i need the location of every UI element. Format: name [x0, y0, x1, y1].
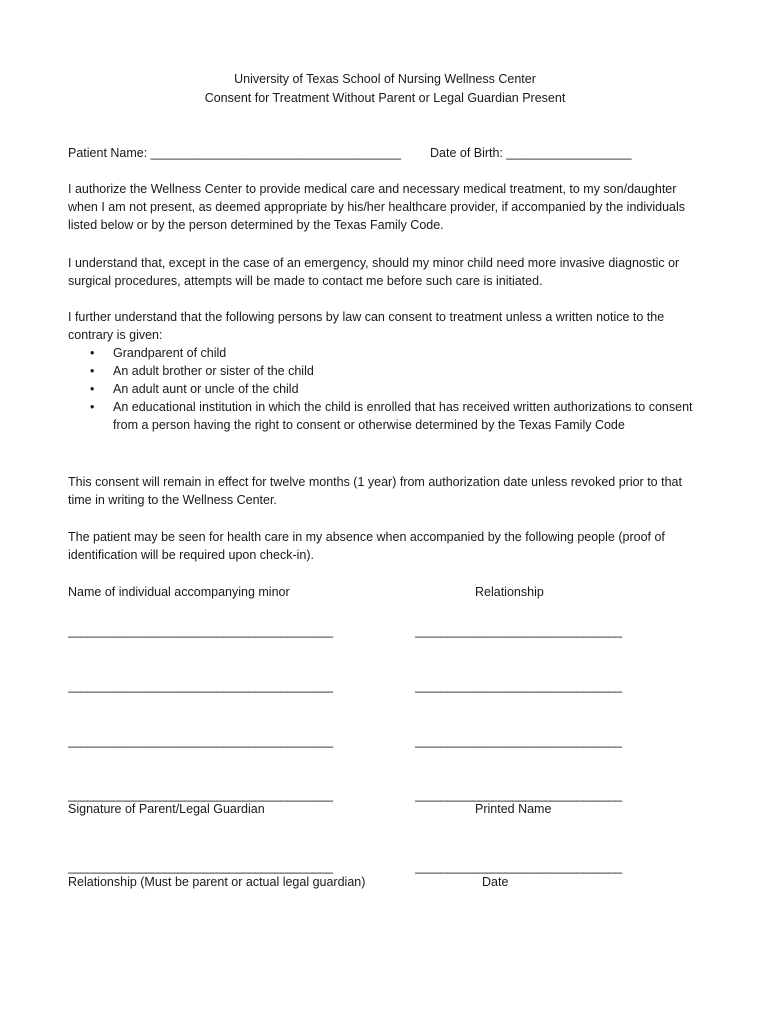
- parent-signature-line[interactable]: _________________________________________: [68, 788, 333, 802]
- accompanying-name-field-1[interactable]: _________________________________________: [68, 624, 333, 638]
- bullet-icon: •: [90, 382, 95, 396]
- authorization-paragraph: I authorize the Wellness Center to provide medical care and necessary medical treatment, to my son/daughter when I am not present, as deemed appropriate by his/her healthcare provider, if accompanied by the individuals listed below or by the person determined by the Texas Family Code.: [68, 182, 686, 232]
- date-of-birth-field[interactable]: Date of Birth: __________________: [430, 146, 632, 160]
- accompanying-relationship-field-1[interactable]: ________________________________: [415, 624, 622, 638]
- form-title: University of Texas School of Nursing Wellness Center: [234, 72, 536, 86]
- form-header: [0, 70, 770, 108]
- date-signature-line[interactable]: ________________________________: [415, 860, 622, 874]
- list-item: • An adult aunt or uncle of the child: [90, 382, 299, 396]
- accompanying-relationship-field-3[interactable]: ________________________________: [415, 734, 622, 748]
- patient-info-line: [68, 144, 698, 162]
- date-label: Date: [482, 875, 509, 889]
- accompanying-name-field-3[interactable]: _________________________________________: [68, 734, 333, 748]
- accompanying-relationship-field-2[interactable]: ________________________________: [415, 679, 622, 693]
- column-header-name: Name of individual accompanying minor: [68, 585, 290, 599]
- emergency-paragraph: I understand that, except in the case of an emergency, should my minor child need more invasive diagnostic or surgical procedures, attempts will be made to contact me before such care is initiated.: [68, 256, 680, 288]
- consent-persons-list: [68, 344, 698, 434]
- list-item: • An adult brother or sister of the child: [90, 364, 314, 378]
- bullet-icon: •: [90, 400, 95, 414]
- list-item: • Grandparent of child: [90, 346, 227, 360]
- parent-signature-label: Signature of Parent/Legal Guardian: [68, 802, 265, 816]
- relationship-label: Relationship (Must be parent or actual legal guardian): [68, 875, 366, 889]
- list-item: • An educational institution in which the child is enrolled that has received written authorizations to consent from a person having the right to consent or otherwise determined by the Texas Family Code: [90, 400, 693, 432]
- relationship-signature-line[interactable]: _________________________________________: [68, 860, 333, 874]
- form-subtitle: Consent for Treatment Without Parent or Legal Guardian Present: [204, 91, 566, 105]
- bullet-icon: •: [90, 364, 95, 378]
- consent-duration-paragraph: This consent will remain in effect for twelve months (1 year) from authorization date unless revoked prior to that time in writing to the Wellness Center.: [68, 475, 682, 507]
- column-header-relationship: Relationship: [475, 585, 544, 599]
- accompanying-name-field-2[interactable]: _________________________________________: [68, 679, 333, 693]
- printed-name-line[interactable]: ________________________________: [415, 788, 622, 802]
- accompanying-columns-header: [68, 583, 698, 601]
- accompaniment-paragraph: The patient may be seen for health care in my absence when accompanied by the following people (proof of identification will be required upon check-in).: [68, 530, 665, 562]
- printed-name-label: Printed Name: [475, 802, 552, 816]
- bullet-icon: •: [90, 346, 95, 360]
- patient-name-field[interactable]: Patient Name: ____________________________________: [68, 146, 401, 160]
- consent-persons-paragraph: I further understand that the following persons by law can consent to treatment unless a written notice to the contrary is given:: [68, 310, 665, 342]
